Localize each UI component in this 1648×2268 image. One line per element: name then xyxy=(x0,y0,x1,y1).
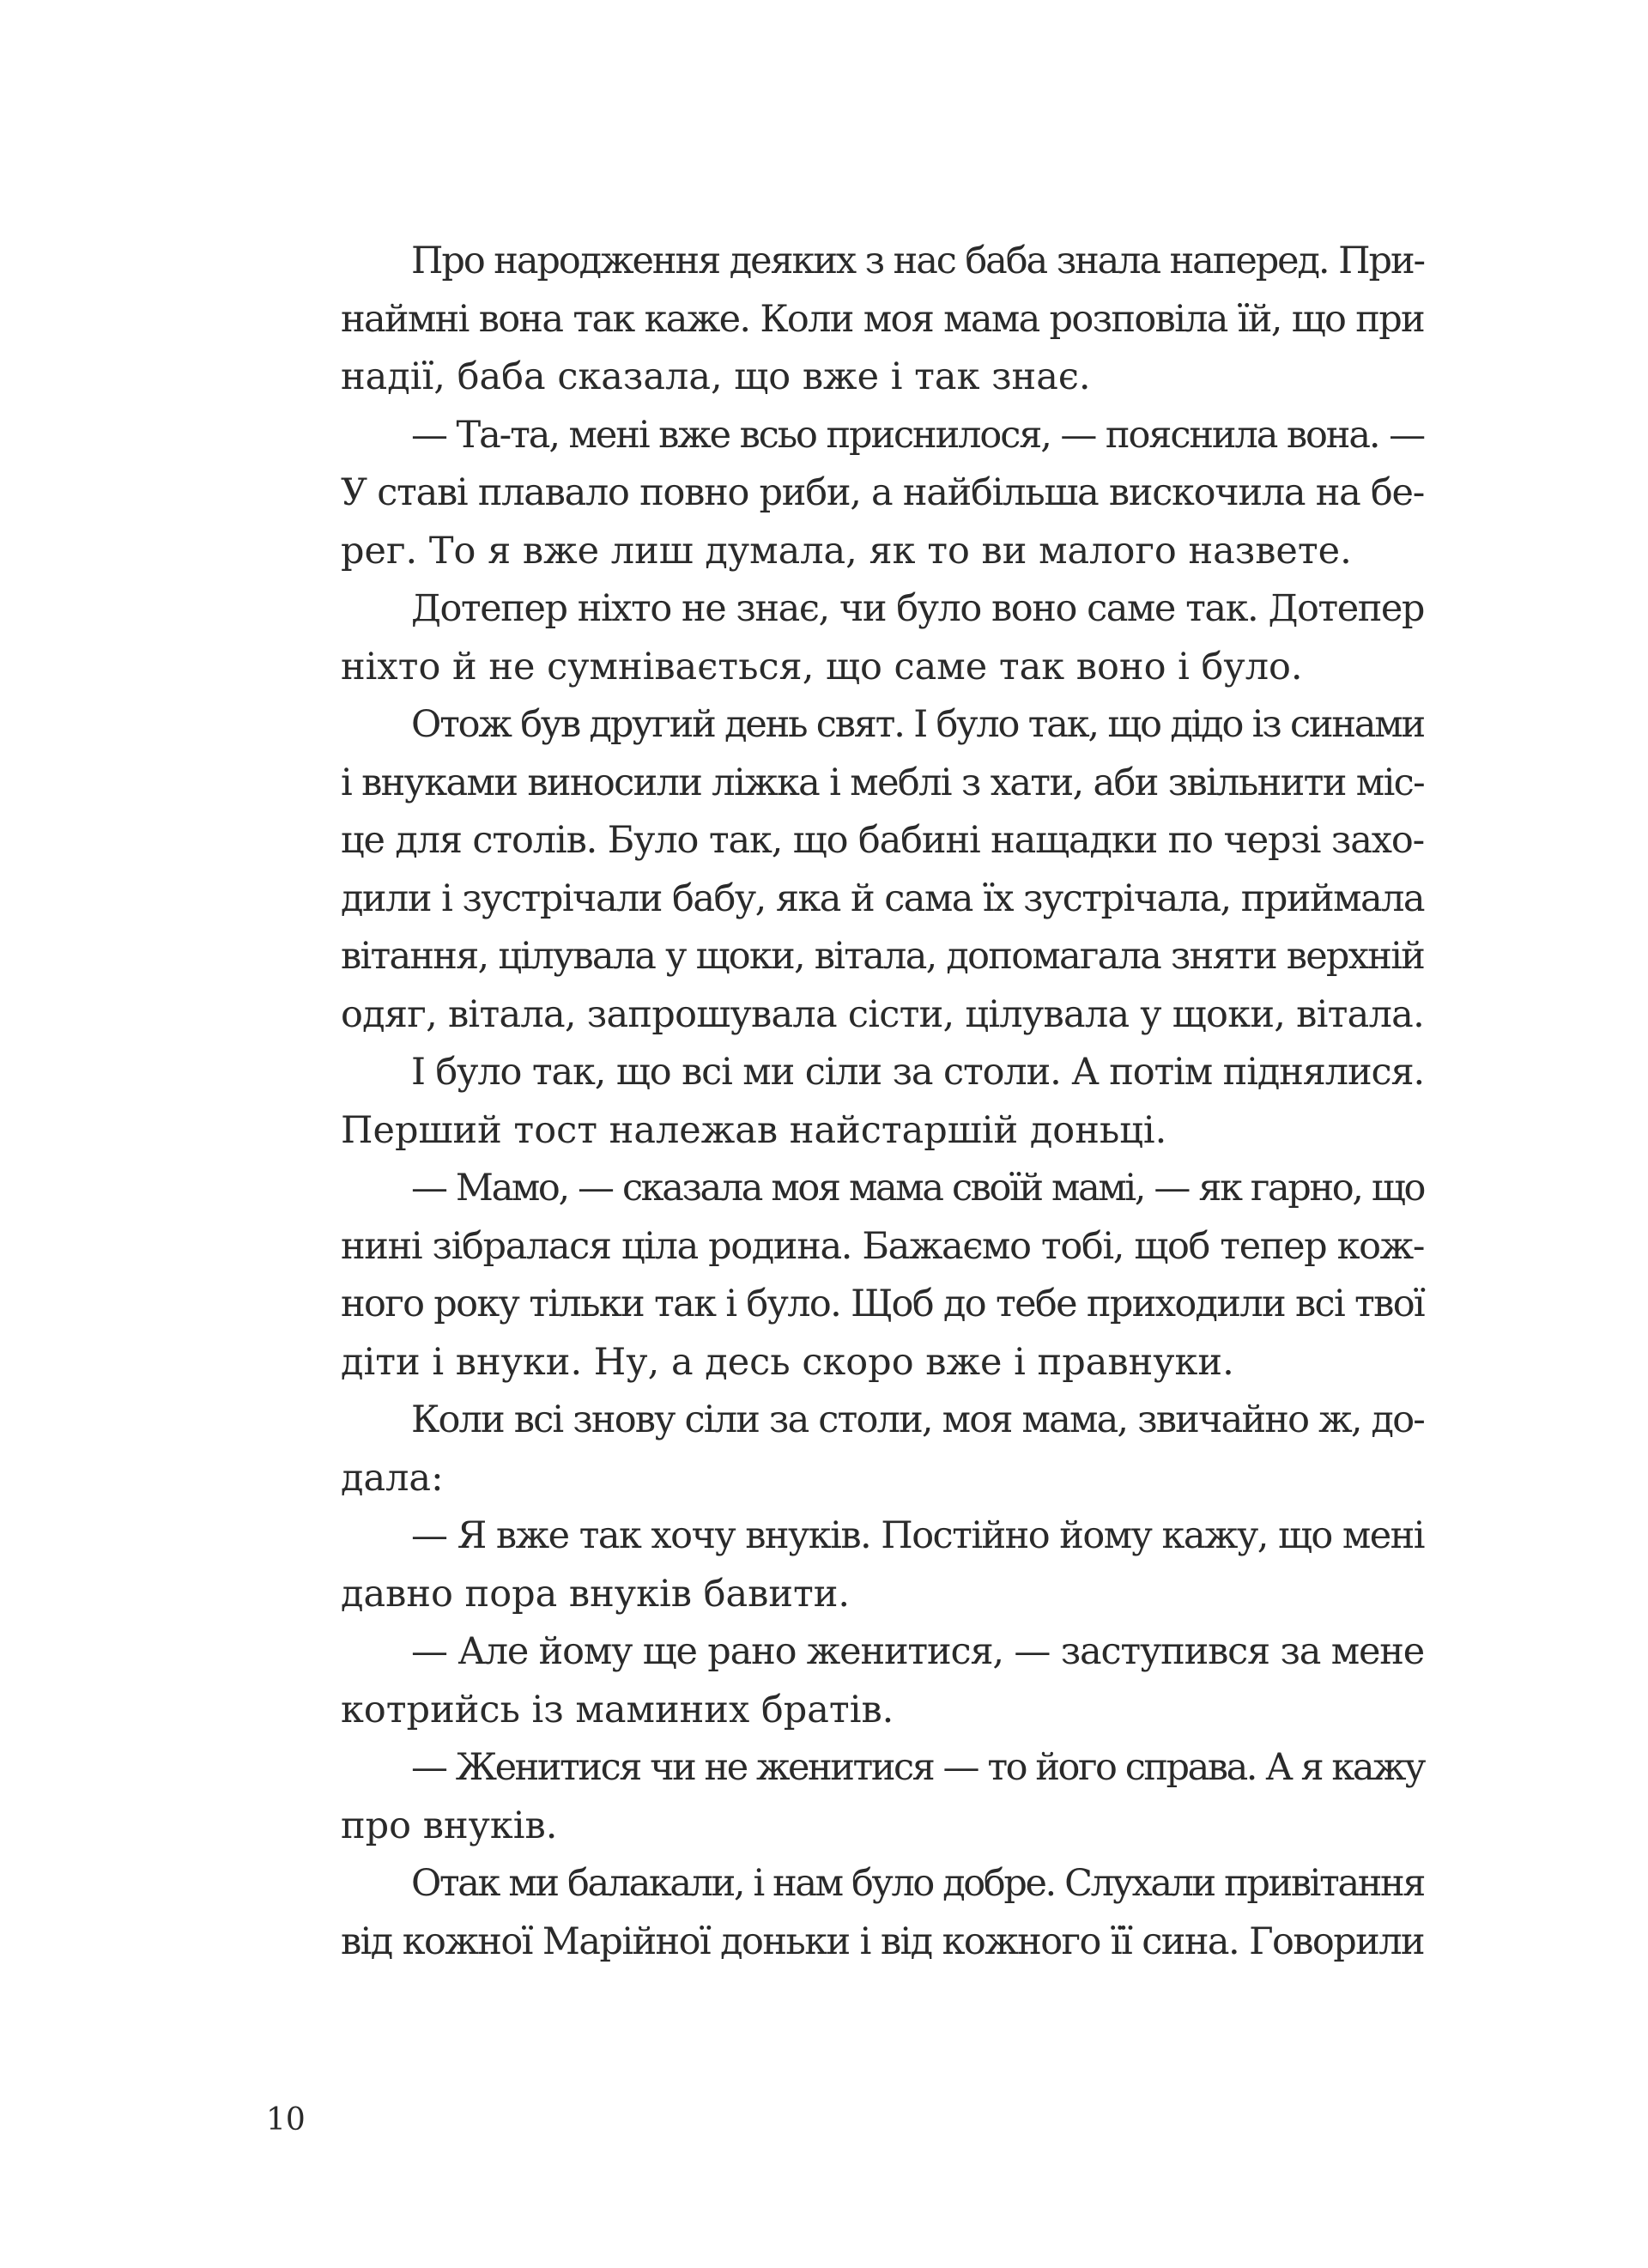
text-line: — Женитися чи не женитися — то його справа. А я кажу xyxy=(411,1746,1424,1789)
text-line: Отож був другий день свят. І було так, що дідо із синами xyxy=(411,703,1424,746)
text-line: нині зібралася ціла родина. Бажаємо тобі, щоб тепер кож- xyxy=(341,1224,1425,1268)
body-text xyxy=(341,233,1424,1971)
text-line: І було так, що всі ми сіли за столи. А потім піднялися. xyxy=(411,1051,1424,1094)
text-line: від кожної Марійної доньки і від кожного її сина. Говорили xyxy=(341,1919,1424,1963)
text-line: Про народження деяких з нас баба знала наперед. При- xyxy=(411,240,1424,282)
text-line: про внуків. xyxy=(341,1804,558,1847)
text-line: це для столів. Було так, що бабині нащадки по черзі захо- xyxy=(341,819,1424,862)
page-number: 10 xyxy=(266,2102,306,2138)
text-line: надії, баба сказала, що вже і так знає. xyxy=(341,355,1091,398)
text-line: дала: xyxy=(341,1456,444,1500)
text-line: ніхто й не сумнівається, що саме так воно і було. xyxy=(341,645,1303,688)
text-line: ного року тільки так і було. Щоб до тебе приходили всі твої xyxy=(341,1283,1424,1325)
text-line: — Мамо, — сказала моя мама своїй мамі, — як гарно, що xyxy=(411,1167,1424,1210)
text-line: наймні вона так каже. Коли моя мама розповіла їй, що при xyxy=(341,297,1425,341)
text-line: рег. То я вже лиш думала, як то ви малого назвете. xyxy=(341,529,1352,573)
text-line: — Але йому ще рано женитися, — заступився за мене xyxy=(411,1630,1424,1673)
text-line: діти і внуки. Ну, а десь скоро вже і правнуки. xyxy=(341,1340,1234,1384)
text-line: У ставі плавало повно риби, а найбільша вискочила на бе- xyxy=(341,471,1424,514)
text-line: Коли всі знову сіли за столи, моя мама, звичайно ж, до- xyxy=(411,1398,1424,1441)
text-line: котрийсь із маминих братів. xyxy=(341,1688,894,1731)
text-line: дили і зустрічали бабу, яка й сама їх зустрічала, приймала xyxy=(341,876,1424,920)
text-line: Дотепер ніхто не знає, чи було воно саме так. Дотепер xyxy=(411,587,1424,630)
text-line: вітання, цілувала у щоки, вітала, допомагала зняти верхній xyxy=(341,935,1425,978)
text-line: Перший тост належав найстаршій доньці. xyxy=(341,1108,1167,1152)
text-line: давно пора внуків бавити. xyxy=(341,1572,851,1616)
text-line: — Я вже так хочу внуків. Постійно йому кажу, що мені xyxy=(411,1514,1425,1557)
text-line: — Та-та, мені вже всьо приснилося, — пояснила вона. — xyxy=(411,413,1424,457)
text-line: і внуками виносили ліжка і меблі з хати, аби звільнити міс- xyxy=(341,761,1424,804)
text-line: Отак ми балакали, і нам було добре. Слухали привітання xyxy=(411,1862,1425,1905)
text-line: одяг, вітала, запрошувала сісти, цілувала у щоки, вітала. xyxy=(341,992,1424,1036)
